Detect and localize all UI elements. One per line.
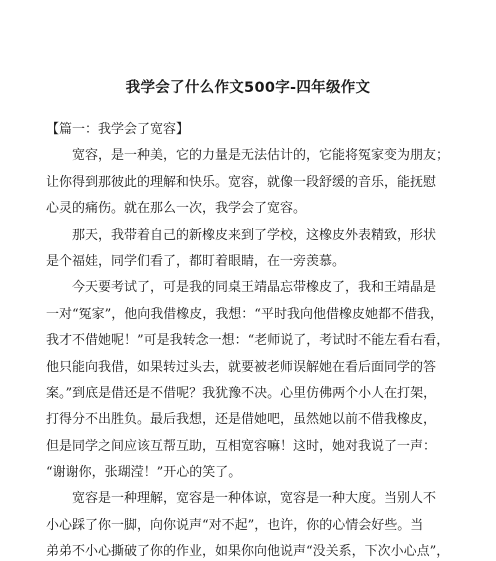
paragraph-line: 宽容，是一种美，它的力量是无法估计的，它能将冤家变为朋友； [72, 148, 450, 164]
paragraph-line: 案。”到底是借还是不借呢？我犹豫不决。心里仿佛两个小人在打架， [46, 385, 437, 401]
paragraph-line: 但是同学之间应该互帮互助，互相宽容嘛！这时，她对我说了一声： [46, 438, 437, 454]
paragraph-line: 弟弟不小心撕破了你的作业，如果你向他说声“没关系，下次小心点”， [46, 544, 450, 560]
paragraph-line: 宽容是一种理解，宽容是一种体谅，宽容是一种大度。当别人不 [72, 491, 437, 507]
paragraph-line: 我才不借她呢！”可是我转念一想：“老师说了，考试时不能左看右看， [46, 333, 450, 349]
paragraph-line: 心灵的痛伤。就在那么一次，我学会了宽容。 [46, 201, 307, 217]
paragraph-line: 是个福娃，同学们看了，都盯着眼睛，在一旁羡慕。 [46, 253, 346, 269]
paragraph-line: 小心踩了你一脚，向你说声“对不起”，也许，你的心情会好些。当 [46, 517, 424, 533]
paragraph-line: 他只能向我借，如果转过头去，就要被老师误解她在看后面同学的答 [46, 359, 437, 375]
paragraph-line: “谢谢你，张瑚滢！”开心的笑了。 [46, 465, 242, 481]
paragraph-line: 一对“冤家”，他向我借橡皮，我想：“平时我向他借橡皮她都不借我， [46, 306, 443, 322]
paragraph-line: 让你得到那彼此的理解和快乐。宽容，就像一段舒缓的音乐，能抚慰 [46, 174, 437, 190]
document-title: 我学会了什么作文500字-四年级作文 [125, 80, 371, 96]
paragraph-line: 打得分不出胜负。最后我想，还是借她吧，虽然她以前不借我橡皮， [46, 412, 437, 428]
paragraph-line: 那天，我带着自己的新橡皮来到了学校，这橡皮外表精致，形状 [72, 227, 437, 243]
paragraph-line: 今天要考试了，可是我的同桌王靖晶忘带橡皮了，我和王靖晶是 [72, 280, 437, 296]
document-body [46, 117, 450, 561]
section-heading: 【篇一：我学会了宽容】 [46, 122, 190, 137]
